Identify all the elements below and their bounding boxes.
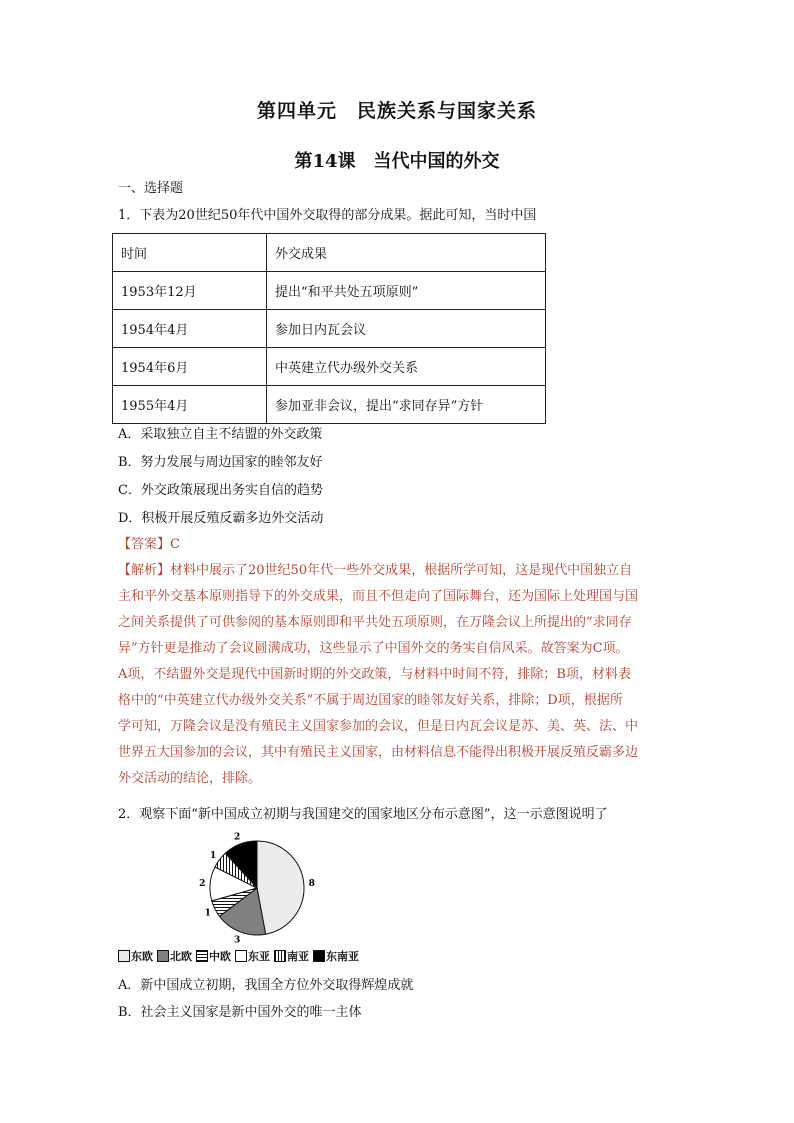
legend-swatch xyxy=(313,950,325,962)
table-cell: 1953年12月 xyxy=(113,272,267,310)
legend-item: 东亚 xyxy=(235,948,270,964)
question-1-option-c: C．外交政策展现出务实自信的趋势 xyxy=(118,483,323,498)
question-2-option-b: B．社会主义国家是新中国外交的唯一主体 xyxy=(118,1005,362,1020)
pie-value-label: 1 xyxy=(209,850,217,861)
answer-label: 【答案】 xyxy=(118,537,171,552)
answer-line xyxy=(118,536,180,554)
analysis-line: 之间关系提供了可供参阅的基本原则即和平共处五项原则，在万隆会议上所提出的“求同存 xyxy=(118,615,632,630)
answer-value: C xyxy=(170,537,180,552)
table-cell: 1954年6月 xyxy=(113,348,267,386)
analysis-line: 格中的“中英建立代办级外交关系”不属于周边国家的睦邻友好关系，排除；D项，根据所 xyxy=(118,693,623,708)
table-header-cell: 时间 xyxy=(113,234,267,272)
legend-swatch xyxy=(235,950,247,962)
table-cell: 1955年4月 xyxy=(113,386,267,424)
legend-swatch xyxy=(118,950,130,962)
question-1-stem: 1．下表为20世纪50年代中国外交取得的部分成果。据此可知，当时中国 xyxy=(118,208,537,223)
legend-swatch xyxy=(196,950,208,962)
table-row xyxy=(113,310,546,348)
legend-item: 中欧 xyxy=(196,948,231,964)
table-header-cell: 外交成果 xyxy=(267,234,546,272)
diplomacy-pie-chart xyxy=(195,828,325,946)
analysis-line: 异”方针更是推动了会议圆满成功，这些显示了中国外交的务实自信风采。故答案为C项。 xyxy=(118,641,629,656)
question-1-option-b: B．努力发展与周边国家的睦邻友好 xyxy=(118,455,323,470)
analysis-line: 外交活动的结论，排除。 xyxy=(118,771,262,786)
table-row xyxy=(113,386,546,424)
table-cell: 中英建立代办级外交关系 xyxy=(267,348,546,386)
analysis-line: A项，不结盟外交是现代中国新时期的外交政策，与材料中时间不符，排除；B项，材料表 xyxy=(118,667,631,682)
question-1-option-d: D．积极开展反殖反霸多边外交活动 xyxy=(118,511,324,526)
pie-value-label: 8 xyxy=(308,878,315,889)
analysis-line: 【解析】材料中展示了20世纪50年代一些外交成果，根据所学可知，这是现代中国独立自 xyxy=(118,563,633,578)
analysis-line: 世界五大国参加的会议，其中有殖民主义国家，由材料信息不能得出积极开展反殖反霸多边 xyxy=(118,745,639,760)
legend-item: 东南亚 xyxy=(313,948,359,964)
table-cell: 提出“和平共处五项原则” xyxy=(267,272,546,310)
unit-title: 第四单元 民族关系与国家关系 xyxy=(256,100,537,122)
pie-value-label: 3 xyxy=(233,935,241,946)
pie-value-label: 2 xyxy=(233,832,241,843)
table-row xyxy=(113,348,546,386)
question-2-stem: 2．观察下面“新中国成立初期与我国建交的国家地区分布示意图”，这一示意图说明了 xyxy=(118,807,608,822)
table-header-row xyxy=(113,234,546,272)
analysis-paragraph xyxy=(118,558,678,792)
table-row xyxy=(113,272,546,310)
legend-item: 南亚 xyxy=(274,948,309,964)
legend-item: 东欧 xyxy=(118,948,153,964)
pie-value-label: 1 xyxy=(204,908,211,919)
section-heading: 一、选择题 xyxy=(118,181,184,196)
question-1-option-a: A．采取独立自主不结盟的外交政策 xyxy=(118,427,323,442)
table-cell: 参加日内瓦会议 xyxy=(267,310,546,348)
analysis-label: 【解析】 xyxy=(118,563,171,578)
question-2-option-a: A．新中国成立初期，我国全方位外交取得辉煌成就 xyxy=(118,978,414,993)
pie-value-label: 2 xyxy=(199,878,206,889)
table-cell: 参加亚非会议，提出“求同存异”方针 xyxy=(267,386,546,424)
analysis-line: 学可知，万隆会议是没有殖民主义国家参加的会议，但是日内瓦会议是苏、美、英、法、中 xyxy=(118,719,639,734)
legend-item: 北欧 xyxy=(157,948,192,964)
pie-slice-东欧 xyxy=(257,841,304,934)
chart-legend xyxy=(118,948,361,964)
lesson-title: 第14课 当代中国的外交 xyxy=(294,151,500,172)
table-cell: 1954年4月 xyxy=(113,310,267,348)
legend-swatch xyxy=(157,950,169,962)
legend-swatch xyxy=(274,950,286,962)
achievements-table xyxy=(112,233,546,424)
analysis-line: 主和平外交基本原则指导下的外交成果，而且不但走向了国际舞台，还为国际上处理国与国 xyxy=(118,589,639,604)
